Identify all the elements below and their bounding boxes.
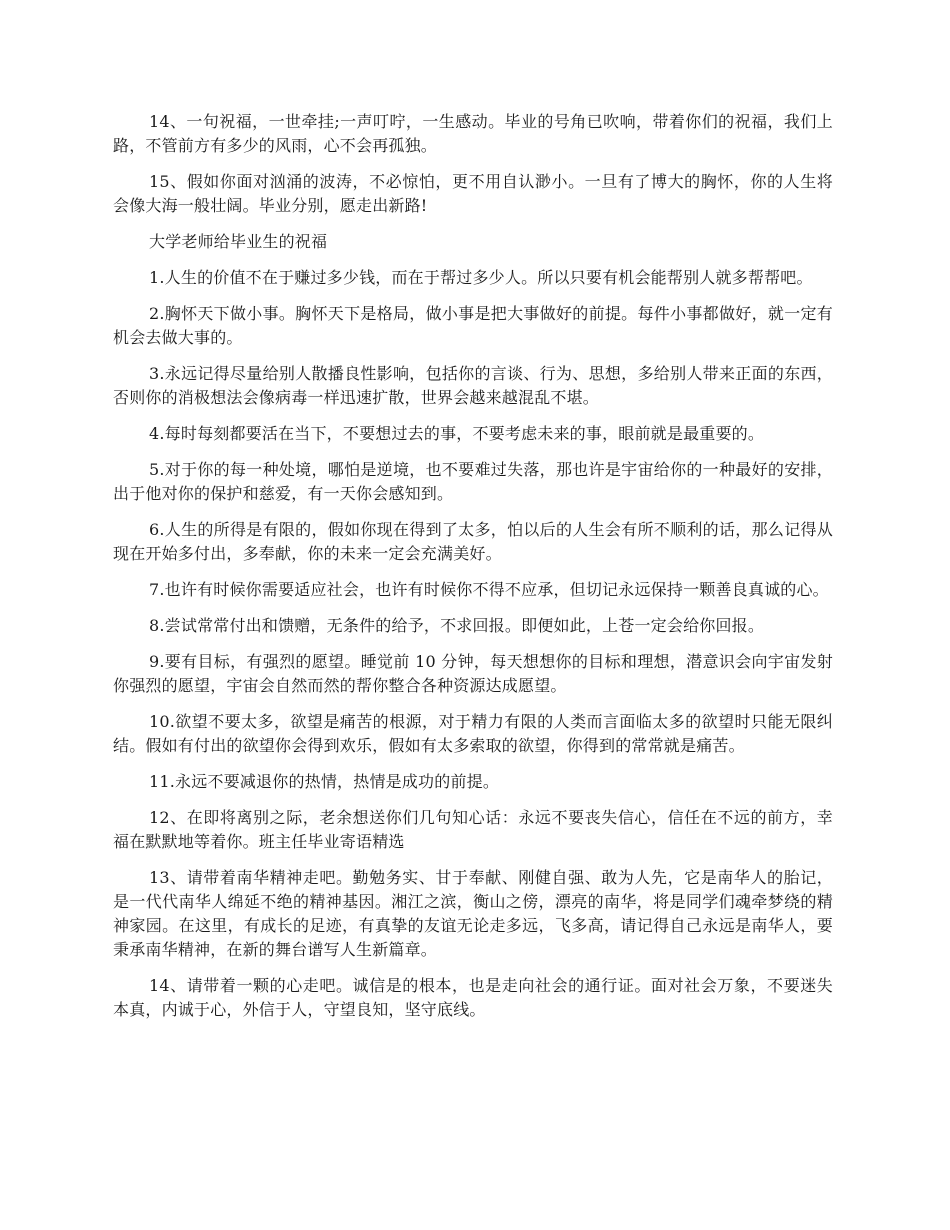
- paragraph-wish-14: 14、一句祝福，一世牵挂;一声叮咛，一生感动。毕业的号角已吹响，带着你们的祝福，我们上路，不管前方有多少的风雨，心不会再孤独。: [113, 112, 833, 155]
- paragraph-item-6: 6.人生的所得是有限的，假如你现在得到了太多，怕以后的人生会有所不顺利的话，那么记得从现在开始多付出，多奉献，你的未来一定会充满美好。: [113, 520, 833, 563]
- paragraph-item-4: 4.每时每刻都要活在当下，不要想过去的事，不要考虑未来的事，眼前就是最重要的。: [149, 424, 765, 443]
- paragraph-item-9: 9.要有目标，有强烈的愿望。睡觉前 10 分钟，每天想想你的目标和理想，潜意识会向宇宙发射你强烈的愿望，宇宙会自然而然的帮你整合各种资源达成愿望。: [113, 652, 833, 695]
- section-heading: 大学老师给毕业生的祝福: [149, 232, 328, 251]
- document-body: [113, 110, 833, 1034]
- paragraph-item-7: 7.也许有时候你需要适应社会，也许有时候你不得不应承，但切记永远保持一颗善良真诚的心。: [149, 580, 829, 599]
- paragraph-item-13: 13、请带着南华精神走吧。勤勉务实、甘于奉献、刚健自强、敢为人先，它是南华人的胎记，是一代代南华人绵延不绝的精神基因。湘江之滨，衡山之傍，漂亮的南华，将是同学们魂牵梦绕的精神家园。在这里，有成长的足迹，有真挚的友谊无论走多远，飞多高，请记得自己永远是南华人，要秉承南华精神，在新的舞台谱写人生新篇章。: [113, 868, 833, 959]
- paragraph-wish-15: 15、假如你面对汹涌的波涛，不必惊怕，更不用自认渺小。一旦有了博大的胸怀，你的人生将会像大海一般壮阔。毕业分别，愿走出新路!: [113, 172, 833, 215]
- paragraph-item-8: 8.尝试常常付出和馈赠，无条件的给予，不求回报。即便如此，上苍一定会给你回报。: [149, 616, 765, 635]
- paragraph-item-1: 1.人生的价值不在于赚过多少钱，而在于帮过多少人。所以只要有机会能帮别人就多帮帮吧。: [149, 268, 813, 287]
- paragraph-item-2: 2.胸怀天下做小事。胸怀天下是格局，做小事是把大事做好的前提。每件小事都做好，就一定有机会去做大事的。: [113, 304, 833, 347]
- paragraph-item-14: 14、请带着一颗的心走吧。诚信是的根本，也是走向社会的通行证。面对社会万象，不要迷失本真，内诚于心，外信于人，守望良知，坚守底线。: [113, 976, 833, 1019]
- paragraph-item-11: 11.永远不要减退你的热情，热情是成功的前提。: [149, 772, 500, 791]
- paragraph-item-3: 3.永远记得尽量给别人散播良性影响，包括你的言谈、行为、思想，多给别人带来正面的东西，否则你的消极想法会像病毒一样迅速扩散，世界会越来越混乱不堪。: [113, 364, 833, 407]
- paragraph-item-5: 5.对于你的每一种处境，哪怕是逆境，也不要难过失落，那也许是宇宙给你的一种最好的安排，出于他对你的保护和慈爱，有一天你会感知到。: [113, 460, 833, 503]
- paragraph-item-10: 10.欲望不要太多，欲望是痛苦的根源，对于精力有限的人类而言面临太多的欲望时只能无限纠结。假如有付出的欲望你会得到欢乐，假如有太多索取的欲望，你得到的常常就是痛苦。: [113, 712, 833, 755]
- paragraph-item-12: 12、在即将离别之际，老余想送你们几句知心话：永远不要丧失信心，信任在不远的前方，幸福在默默地等着你。班主任毕业寄语精选: [113, 808, 833, 851]
